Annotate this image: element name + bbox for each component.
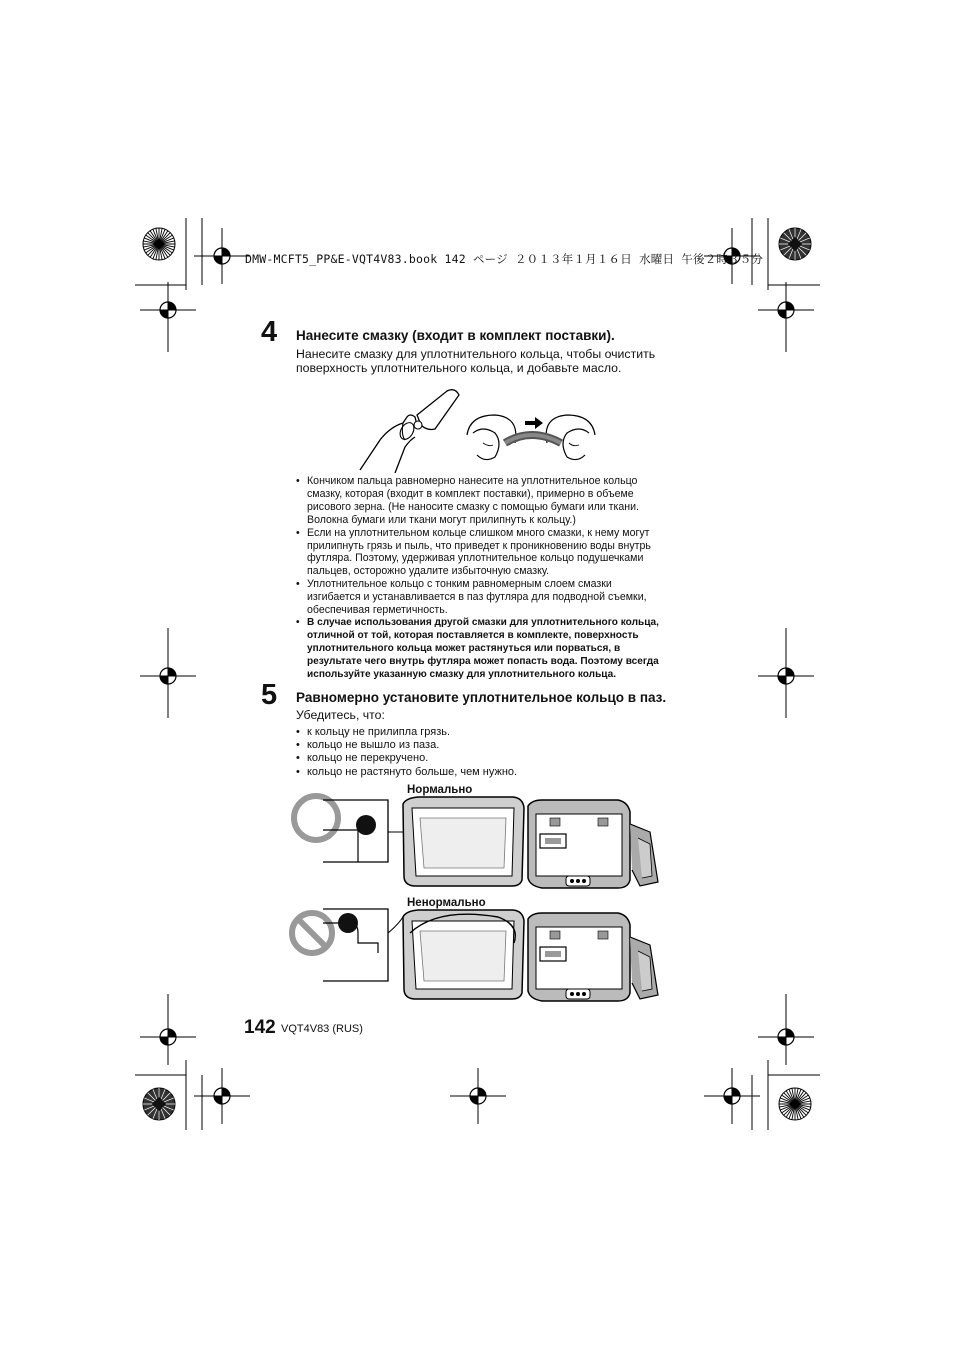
warning-list-item: • В случае использования другой смазки для уплотнительного кольца, отличной от той, которая поставляется в комплекте, поверхность уплотнительного кольца может растянуться или порваться, в результате чего внутрь футляра может попасть вода. Поэтому всегда используйте указанную смазку для уплотнительного кольца. xyxy=(296,617,716,682)
step-title: Равномерно установите уплотнительное кольцо в паз. xyxy=(296,690,667,705)
page-number: 142 xyxy=(244,1017,276,1038)
print-header: DMW-MCFT5_PP&E-VQT4V83.book 142 ページ ２０１３年１月１６日 水曜日 午後２時３５分 xyxy=(245,252,764,266)
figure-label-normal: Нормально xyxy=(407,784,473,796)
list-item: • Кончиком пальца равномерно нанесите на уплотнительное кольцо смазку, которая (входит в комплект поставки), примерно в объеме рисового зерна. (Не наносите смазку с помощью бумаги или ткани. Волокна бумаги или ткани могут прилипнуть к кольцу.) xyxy=(296,475,716,527)
step-intro: Убедитесь, что: xyxy=(296,708,385,722)
case-ring-abnormal-illustration xyxy=(288,903,663,1013)
intro-line: поверхность уплотнительного кольца, и добавьте масло. xyxy=(296,360,622,375)
case-ring-normal-illustration xyxy=(288,790,663,900)
step-number: 4 xyxy=(261,316,278,348)
step5-checklist xyxy=(296,726,696,779)
step-title: Нанесите смазку (входит в комплект поставки). xyxy=(296,328,615,343)
figure-label-abnormal: Ненормально xyxy=(407,897,486,909)
list-item: • кольцо не перекручено. xyxy=(296,752,696,765)
list-item: • к кольцу не прилипла грязь. xyxy=(296,726,696,739)
step-number: 5 xyxy=(261,679,278,711)
ok-icon xyxy=(294,796,338,840)
list-item: • кольцо не вышло из паза. xyxy=(296,739,696,752)
intro-line: Нанесите смазку для уплотнительного кольца, чтобы очистить xyxy=(296,347,656,361)
list-item: • кольцо не растянуто больше, чем нужно. xyxy=(296,766,696,779)
document-code: VQT4V83 (RUS) xyxy=(281,1023,363,1035)
list-item: • Если на уплотнительном кольце слишком много смазки, к нему могут прилипнуть грязь и пыль, что приведет к проникновению воды внутрь футляра. Поэтому, удерживая уплотнительное кольцо подушечками пальцев, осторожно удалите избыточную смазку. xyxy=(296,527,716,579)
step-intro xyxy=(296,348,716,375)
list-item: • Уплотнительное кольцо с тонким равномерным слоем смазки изгибается и устанавливается в паз футляра для подводной съемки, обеспечивая герметичность. xyxy=(296,578,716,617)
step4-bullet-list xyxy=(296,475,716,682)
grease-application-illustration xyxy=(355,385,605,475)
